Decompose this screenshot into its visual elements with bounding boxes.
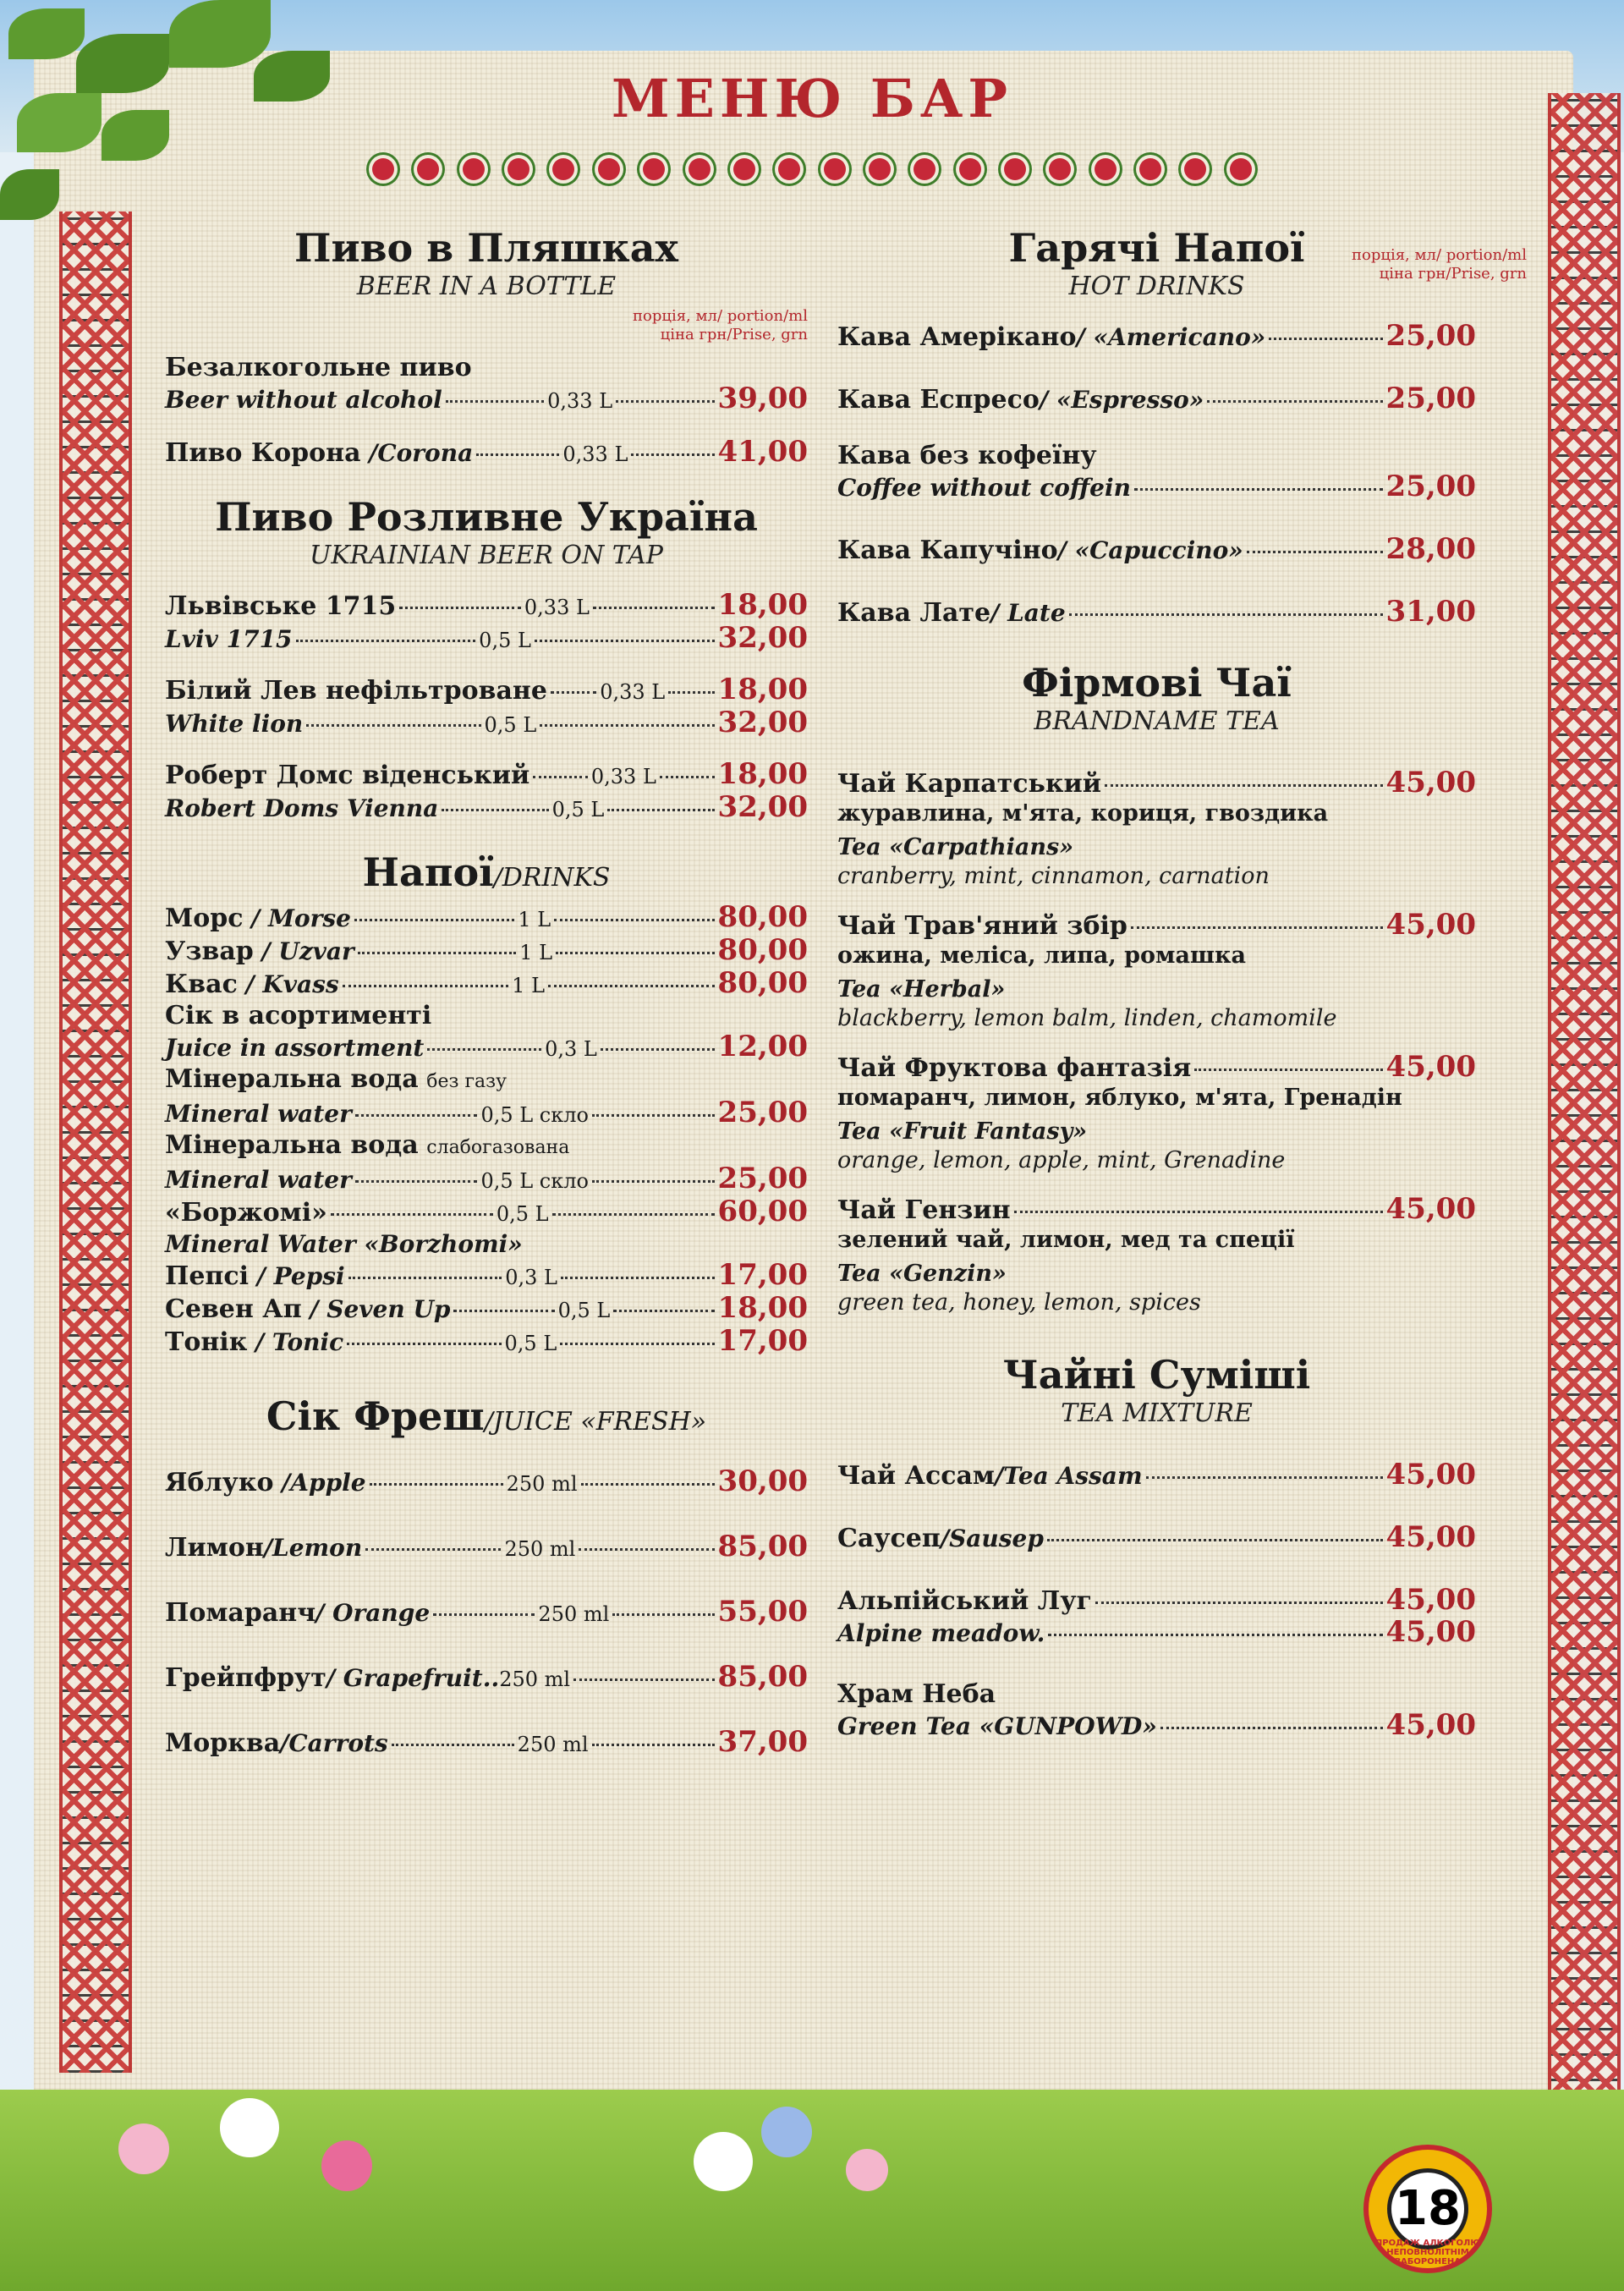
menu-item: Грейпфрут / Grapefruit.. 250 ml 85,00 — [165, 1660, 808, 1694]
price: 31,00 — [1385, 595, 1476, 629]
price: 18,00 — [717, 1291, 808, 1325]
price: 45,00 — [1385, 1708, 1476, 1742]
section-subheading: UKRAINIAN BEER ON TAP — [310, 541, 663, 570]
section-heading: Пиво Розливне Україна — [215, 494, 758, 540]
price: 41,00 — [717, 435, 808, 469]
price: 25,00 — [1385, 382, 1476, 415]
section-subheading: BRANDNAME TEA — [1034, 706, 1280, 736]
left-column — [165, 224, 808, 1760]
section-heading: Сік Фреш/JUICE «FRESH» — [266, 1393, 707, 1439]
price: 45,00 — [1385, 1050, 1476, 1084]
price: 45,00 — [1385, 908, 1476, 942]
menu-item: Кава Еспресо / «Espresso» 25,00 — [837, 382, 1476, 415]
item-name-en: Tea «Fruit Fantasy» — [837, 1118, 1088, 1145]
menu-item: Севен Ап / Seven Up 0,5 L 18,00 — [165, 1291, 808, 1325]
price: 85,00 — [717, 1660, 808, 1694]
price: 45,00 — [1385, 1583, 1476, 1617]
section-heading: Напої/DRINKS — [362, 849, 611, 895]
menu-item: Чай Гензин 45,00 — [837, 1192, 1476, 1226]
price: 18,00 — [717, 673, 808, 706]
item-description: зелений чай, лимон, мед та спеції — [837, 1227, 1295, 1253]
item-description-en: blackberry, lemon balm, linden, chamomile — [837, 1005, 1337, 1031]
price: 30,00 — [717, 1464, 809, 1498]
price: 25,00 — [1385, 319, 1476, 353]
item-description-en: orange, lemon, apple, mint, Grenadine — [837, 1147, 1286, 1173]
menu-item: Львівське 1715 0,33 L 18,00 — [165, 588, 808, 622]
menu-item: «Боржомі» 0,5 L 60,00 — [165, 1195, 808, 1228]
menu-item: Beer without alcohol 0,33 L 39,00 — [165, 382, 809, 415]
menu-item: Яблуко /Apple 250 ml 30,00 — [165, 1464, 809, 1498]
menu-item-name: Храм Неба — [837, 1679, 996, 1709]
price: 17,00 — [717, 1258, 808, 1292]
price: 39,00 — [717, 382, 809, 415]
menu-item-name: Мінеральна вода без газу — [165, 1064, 508, 1094]
menu-item-name: Кава без кофеїну — [837, 441, 1097, 470]
menu-item: Пиво Корона /Corona 0,33 L 41,00 — [165, 435, 808, 469]
price: 32,00 — [717, 706, 809, 739]
section-heading: Чайні Суміші — [1002, 1352, 1311, 1398]
price: 60,00 — [717, 1195, 808, 1228]
menu-item: Чай Трав'яний збір 45,00 — [837, 908, 1476, 942]
flower-ornament — [372, 152, 1252, 186]
menu-item: Кава Амерікано / «Americano» 25,00 — [837, 319, 1476, 353]
price-note: ціна грн/Prise, grn — [1379, 265, 1527, 283]
price: 55,00 — [717, 1595, 808, 1629]
menu-item: Чай Ассам /Tea Assam 45,00 — [837, 1458, 1476, 1492]
menu-item: Лимон /Lemon 250 ml 85,00 — [165, 1530, 809, 1563]
item-description: ожина, меліса, липа, ромашка — [837, 942, 1246, 969]
menu-item: Кава Лате / Late 31,00 — [837, 595, 1476, 629]
menu-item: Чай Карпатський 45,00 — [837, 766, 1476, 799]
price: 45,00 — [1385, 1192, 1476, 1226]
section-heading: Пиво в Пляшках — [294, 225, 678, 271]
right-column — [837, 224, 1527, 1742]
menu-item: Пепсі / Pepsi 0,3 L 17,00 — [165, 1258, 808, 1292]
price: 45,00 — [1385, 1615, 1476, 1649]
price: 37,00 — [717, 1725, 808, 1759]
embroidery-border-left — [59, 212, 132, 2073]
price: 25,00 — [717, 1096, 809, 1129]
item-description-en: green tea, honey, lemon, spices — [837, 1289, 1201, 1316]
price: 18,00 — [717, 757, 809, 791]
section-heading: Гарячі Напої — [1008, 225, 1305, 271]
menu-item: Помаранч / Orange 250 ml 55,00 — [165, 1595, 808, 1629]
menu-item-name: Безалкогольне пиво — [165, 353, 472, 382]
price: 25,00 — [1385, 470, 1476, 503]
menu-item: Морква /Carrots 250 ml 37,00 — [165, 1725, 808, 1759]
price: 12,00 — [717, 1030, 808, 1063]
menu-item: Coffee without coffein 25,00 — [837, 470, 1476, 503]
menu-item-name: Мінеральна вода слабогазована — [165, 1130, 570, 1160]
section-subheading: TEA MIXTURE — [1061, 1398, 1253, 1428]
menu-item: Green Tea «GUNPOWD» 45,00 — [837, 1708, 1476, 1742]
price: 45,00 — [1385, 766, 1476, 799]
menu-item: Mineral water 0,5 L скло 25,00 — [165, 1162, 809, 1195]
item-name-en: Tea «Genzin» — [837, 1261, 1007, 1287]
menu-item: Кава Капучіно / «Capuccino» 28,00 — [837, 532, 1476, 566]
menu-item: Альпійський Луг 45,00 — [837, 1583, 1476, 1617]
age-restriction-badge — [1363, 2145, 1492, 2273]
item-description: помаранч, лимон, яблуко, м'ята, Гренадін — [837, 1085, 1402, 1111]
price: 85,00 — [717, 1530, 809, 1563]
menu-item: Mineral water 0,5 L скло 25,00 — [165, 1096, 809, 1129]
price: 80,00 — [717, 933, 808, 967]
menu-item: Чай Фруктова фантазія 45,00 — [837, 1050, 1476, 1084]
portion-note: порція, мл/ portion/ml — [1352, 246, 1527, 264]
price: 25,00 — [717, 1162, 809, 1195]
menu-item: Морс / Morse 1 L 80,00 — [165, 900, 808, 934]
item-description: журавлина, м'ята, кориця, гвоздика — [837, 800, 1329, 827]
section-subheading: HOT DRINKS — [1068, 272, 1245, 301]
menu-item-name: Mineral Water «Borzhomi» — [165, 1230, 523, 1258]
menu-item: White lion 0,5 L 32,00 — [165, 706, 809, 739]
menu-item: Білий Лев нефільтроване 0,33 L 18,00 — [165, 673, 808, 706]
menu-item-name: Сік в асортименті — [165, 1001, 432, 1030]
portion-note: порція, мл/ portion/ml — [633, 307, 808, 325]
menu-item: Квас / Kvass 1 L 80,00 — [165, 966, 809, 1000]
menu-title: МЕНЮ БАР — [612, 68, 1012, 129]
menu-item: Тонік / Tonic 0,5 L 17,00 — [165, 1324, 808, 1358]
embroidery-border-right — [1548, 93, 1621, 2183]
price: 18,00 — [717, 588, 808, 622]
price-note: ціна грн/Prise, grn — [660, 326, 808, 343]
price: 45,00 — [1385, 1520, 1476, 1554]
section-heading: Фірмові Чаї — [1022, 660, 1292, 706]
price: 80,00 — [717, 966, 809, 1000]
age-number: 18 — [1387, 2168, 1468, 2250]
price: 80,00 — [717, 900, 808, 934]
item-name-en: Tea «Carpathians» — [837, 834, 1074, 860]
menu-item: Lviv 1715 0,5 L 32,00 — [165, 621, 808, 655]
price: 32,00 — [717, 790, 808, 824]
price: 28,00 — [1385, 532, 1476, 566]
item-description-en: cranberry, mint, cinnamon, carnation — [837, 863, 1270, 889]
section-subheading: BEER IN A BOTTLE — [356, 272, 617, 301]
menu-item: Роберт Домс віденський 0,33 L 18,00 — [165, 757, 809, 791]
age-restriction-text: ПРОДАЖ АЛКОГОЛЮ НЕПОВНОЛІТНІМ ЗАБОРОНЕНА — [1374, 2239, 1481, 2266]
menu-item: Саусеп /Sausep 45,00 — [837, 1520, 1476, 1554]
item-name-en: Tea «Herbal» — [837, 976, 1006, 1003]
price: 17,00 — [717, 1324, 808, 1358]
price: 32,00 — [717, 621, 808, 655]
menu-item: Alpine meadow. 45,00 — [837, 1615, 1476, 1649]
menu-item: Robert Doms Vienna 0,5 L 32,00 — [165, 790, 808, 824]
menu-item: Узвар / Uzvar 1 L 80,00 — [165, 933, 808, 967]
price: 45,00 — [1385, 1458, 1476, 1492]
menu-item: Juice in assortment 0,3 L 12,00 — [165, 1030, 808, 1063]
